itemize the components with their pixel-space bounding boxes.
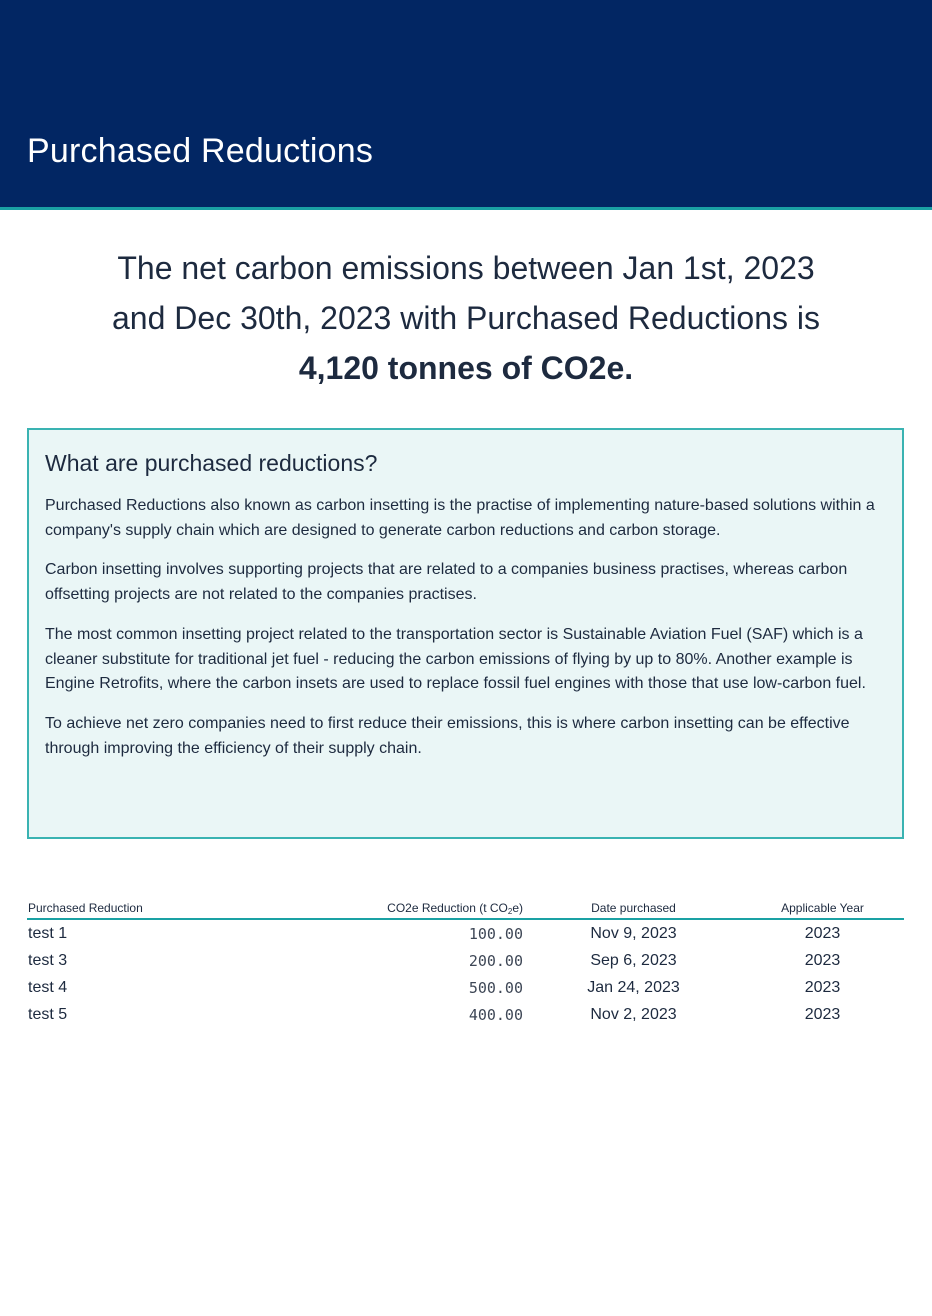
cell-co2: 500.00 — [468, 978, 523, 997]
table-row — [27, 974, 904, 1001]
cell-year: 2023 — [804, 978, 841, 996]
cell-date: Sep 6, 2023 — [590, 951, 677, 969]
cell-name: test 5 — [28, 1005, 68, 1023]
page-header — [0, 0, 932, 210]
cell-name: test 1 — [28, 924, 68, 942]
reductions-table — [27, 900, 904, 1028]
cell-date: Jan 24, 2023 — [587, 978, 680, 996]
cell-co2: 400.00 — [468, 1005, 523, 1024]
cell-name: test 4 — [28, 978, 68, 996]
header-purchased-reduction: Purchased Reduction — [27, 900, 348, 919]
cell-co2: 100.00 — [468, 924, 523, 943]
cell-date: Nov 9, 2023 — [590, 924, 677, 942]
info-paragraph: The most common insetting project related to the transportation sector is Sustainable Aviation Fuel (SAF) which is a cleaner substitute for traditional jet fuel - reducing the carbon emissions of flying by up to 80%. Another example is Engine Retrofits, where the carbon insets are used to replace fossil fuel engines with those that use low-carbon fuel. — [45, 625, 866, 693]
summary-line-1: The net carbon emissions between Jan 1st, 2023 — [117, 250, 815, 286]
table-row — [27, 1001, 904, 1028]
cell-year: 2023 — [804, 924, 841, 942]
header-applicable-year: Applicable Year — [741, 900, 904, 919]
cell-year: 2023 — [804, 951, 841, 969]
header-co2e-reduction — [348, 900, 526, 919]
cell-co2: 200.00 — [468, 951, 523, 970]
info-box — [27, 428, 904, 839]
table-row — [27, 919, 904, 947]
info-paragraph: Purchased Reductions also known as carbon insetting is the practise of implementing nature-based solutions within a company's supply chain which are designed to generate carbon reductions and carbon storage. — [45, 497, 875, 539]
header-co2e-suffix: e) — [512, 900, 523, 915]
cell-name: test 3 — [28, 951, 68, 969]
table-row — [27, 947, 904, 974]
page-title: Purchased Reductions — [27, 132, 374, 170]
summary-line-2: and Dec 30th, 2023 with Purchased Reductions is — [112, 300, 820, 336]
cell-year: 2023 — [804, 1005, 841, 1023]
info-paragraph: Carbon insetting involves supporting projects that are related to a companies business practises, whereas carbon offsetting projects are not related to the companies practises. — [45, 561, 848, 604]
emissions-summary — [40, 243, 892, 393]
header-co2e-subscript: 2 — [507, 906, 513, 916]
summary-value: 4,120 tonnes of CO2e. — [298, 350, 634, 386]
table-header-row — [27, 900, 904, 919]
header-date-purchased: Date purchased — [526, 900, 741, 919]
cell-date: Nov 2, 2023 — [590, 1005, 677, 1023]
header-co2e-prefix: CO2e Reduction (t CO — [387, 900, 508, 915]
info-title: What are purchased reductions? — [45, 450, 378, 476]
info-paragraph: To achieve net zero companies need to first reduce their emissions, this is where carbon insetting can be effective through improving the efficiency of their supply chain. — [45, 714, 850, 757]
